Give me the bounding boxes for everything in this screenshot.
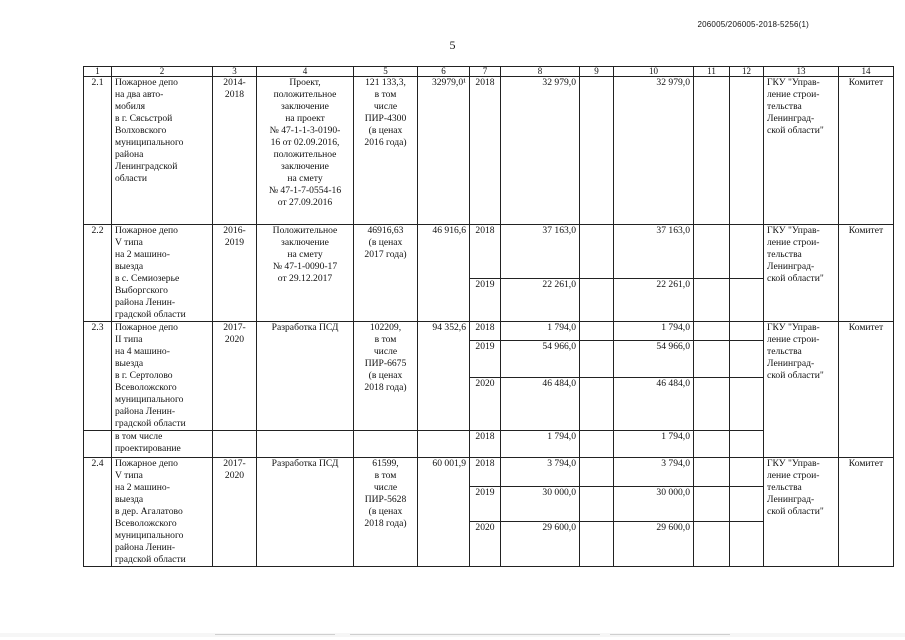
program-table: [83, 66, 894, 567]
amount-col8-cell: 3 794,0: [501, 458, 580, 487]
table-row: [84, 225, 894, 279]
page-number: 5: [449, 38, 456, 52]
amount-col9-cell: [580, 322, 614, 341]
column-number: 6: [418, 67, 470, 77]
documentation-cell: Разработка ПСД: [257, 458, 354, 567]
year-cell: 2019: [470, 279, 501, 322]
amount-col8-cell: 32 979,0: [501, 77, 580, 225]
amount-col10-cell: 22 261,0: [614, 279, 694, 322]
object-name-cell: Пожарное депо II типа на 4 машино- выезда в г. Сертолово Всеволожского муниципального района Ленин- градской области: [112, 322, 213, 431]
year-cell: 2018: [470, 458, 501, 487]
amount-col11-cell: [694, 77, 730, 225]
estimated-cost-cell: 61599, в том числе ПИР-5628 (в ценах 2018 года): [354, 458, 418, 567]
column-number: 12: [730, 67, 764, 77]
total-amount-cell: 94 352,6: [418, 322, 470, 431]
item-number-cell: [84, 431, 112, 458]
column-number: 11: [694, 67, 730, 77]
total-amount-cell: 32979,0¹: [418, 77, 470, 225]
object-name-cell: Пожарное депо V типа на 2 машино- выезда в с. Семиозерье Выборгского района Ленин- градской области: [112, 225, 213, 322]
amount-col11-cell: [694, 341, 730, 378]
responsible-cell: Комитет: [839, 458, 894, 567]
scan-edge-artifact: [0, 633, 905, 637]
amount-col12-cell: [730, 341, 764, 378]
object-name-cell: Пожарное депо на два авто- мобиля в г. Сясьстрой Волховского муниципального района Ленинградской области: [112, 77, 213, 225]
amount-col12-cell: [730, 279, 764, 322]
column-number-row: [84, 67, 894, 77]
amount-col11-cell: [694, 378, 730, 431]
amount-col11-cell: [694, 458, 730, 487]
amount-col12-cell: [730, 522, 764, 567]
amount-col8-cell: 37 163,0: [501, 225, 580, 279]
amount-col11-cell: [694, 522, 730, 567]
period-cell: 2014- 2018: [213, 77, 257, 225]
amount-col9-cell: [580, 487, 614, 522]
amount-col11-cell: [694, 487, 730, 522]
amount-col9-cell: [580, 458, 614, 487]
year-cell: 2019: [470, 341, 501, 378]
amount-col10-cell: 3 794,0: [614, 458, 694, 487]
amount-col9-cell: [580, 279, 614, 322]
table-row: [84, 77, 894, 225]
object-name-cell: в том числе проектирование: [112, 431, 213, 458]
column-number: 1: [84, 67, 112, 77]
column-number: 2: [112, 67, 213, 77]
item-number-cell: 2.4: [84, 458, 112, 567]
total-amount-cell: 46 916,6: [418, 225, 470, 322]
amount-col8-cell: 29 600,0: [501, 522, 580, 567]
column-number: 14: [839, 67, 894, 77]
item-number-cell: 2.1: [84, 77, 112, 225]
column-number: 9: [580, 67, 614, 77]
year-cell: 2018: [470, 77, 501, 225]
amount-col12-cell: [730, 378, 764, 431]
amount-col9-cell: [580, 378, 614, 431]
amount-col10-cell: 30 000,0: [614, 487, 694, 522]
amount-col12-cell: [730, 458, 764, 487]
column-number: 7: [470, 67, 501, 77]
amount-col9-cell: [580, 341, 614, 378]
customer-cell: ГКУ "Управ- ление строи- тельства Ленинград- ской области": [764, 225, 839, 322]
table-row: [84, 322, 894, 341]
year-cell: 2020: [470, 378, 501, 431]
document-id: 206005/206005-2018-5256(1): [697, 20, 809, 29]
amount-col12-cell: [730, 322, 764, 341]
estimated-cost-cell: 121 133,3, в том числе ПИР-4300 (в ценах 2016 года): [354, 77, 418, 225]
amount-col9-cell: [580, 431, 614, 458]
amount-col12-cell: [730, 77, 764, 225]
amount-col10-cell: 54 966,0: [614, 341, 694, 378]
amount-col8-cell: 30 000,0: [501, 487, 580, 522]
column-number: 3: [213, 67, 257, 77]
period-cell: 2016- 2019: [213, 225, 257, 322]
amount-col10-cell: 1 794,0: [614, 322, 694, 341]
amount-col10-cell: 46 484,0: [614, 378, 694, 431]
column-number: 5: [354, 67, 418, 77]
total-amount-cell: [418, 431, 470, 458]
amount-col10-cell: 37 163,0: [614, 225, 694, 279]
amount-col12-cell: [730, 225, 764, 279]
customer-cell: ГКУ "Управ- ление строи- тельства Ленинград- ской области": [764, 458, 839, 567]
amount-col10-cell: 29 600,0: [614, 522, 694, 567]
estimated-cost-cell: 46916,63 (в ценах 2017 года): [354, 225, 418, 322]
period-cell: 2017- 2020: [213, 322, 257, 431]
amount-col8-cell: 54 966,0: [501, 341, 580, 378]
column-number: 8: [501, 67, 580, 77]
estimated-cost-cell: 102209, в том числе ПИР-6675 (в ценах 2018 года): [354, 322, 418, 431]
year-cell: 2019: [470, 487, 501, 522]
item-number-cell: 2.2: [84, 225, 112, 322]
column-number: 13: [764, 67, 839, 77]
documentation-cell: [257, 431, 354, 458]
responsible-cell: Комитет: [839, 77, 894, 225]
table-row: [84, 458, 894, 487]
responsible-cell: Комитет: [839, 225, 894, 322]
responsible-cell: Комитет: [839, 322, 894, 458]
amount-col8-cell: 1 794,0: [501, 322, 580, 341]
amount-col9-cell: [580, 225, 614, 279]
amount-col9-cell: [580, 522, 614, 567]
amount-col10-cell: 32 979,0: [614, 77, 694, 225]
amount-col12-cell: [730, 487, 764, 522]
amount-col12-cell: [730, 431, 764, 458]
year-cell: 2020: [470, 522, 501, 567]
documentation-cell: Разработка ПСД: [257, 322, 354, 431]
year-cell: 2018: [470, 322, 501, 341]
documentation-cell: Проект, положительное заключение на проект № 47-1-1-3-0190- 16 от 02.09.2016, положительное заключение на смету № 47-1-7-0554-16 от 27.09.2016: [257, 77, 354, 225]
period-cell: [213, 431, 257, 458]
amount-col8-cell: 46 484,0: [501, 378, 580, 431]
amount-col11-cell: [694, 225, 730, 279]
documentation-cell: Положительное заключение на смету № 47-1-0090-17 от 29.12.2017: [257, 225, 354, 322]
amount-col11-cell: [694, 322, 730, 341]
amount-col11-cell: [694, 431, 730, 458]
total-amount-cell: 60 001,9: [418, 458, 470, 567]
amount-col10-cell: 1 794,0: [614, 431, 694, 458]
amount-col8-cell: 1 794,0: [501, 431, 580, 458]
customer-cell: ГКУ "Управ- ление строи- тельства Ленинград- ской области": [764, 77, 839, 225]
customer-cell: ГКУ "Управ- ление строи- тельства Ленинград- ской области": [764, 322, 839, 458]
object-name-cell: Пожарное депо V типа на 2 машино- выезда в дер. Агалатово Всеволожского муниципального района Ленин- градской области: [112, 458, 213, 567]
year-cell: 2018: [470, 431, 501, 458]
column-number: 4: [257, 67, 354, 77]
year-cell: 2018: [470, 225, 501, 279]
item-number-cell: 2.3: [84, 322, 112, 431]
amount-col9-cell: [580, 77, 614, 225]
column-number: 10: [614, 67, 694, 77]
amount-col8-cell: 22 261,0: [501, 279, 580, 322]
amount-col11-cell: [694, 279, 730, 322]
period-cell: 2017- 2020: [213, 458, 257, 567]
estimated-cost-cell: [354, 431, 418, 458]
